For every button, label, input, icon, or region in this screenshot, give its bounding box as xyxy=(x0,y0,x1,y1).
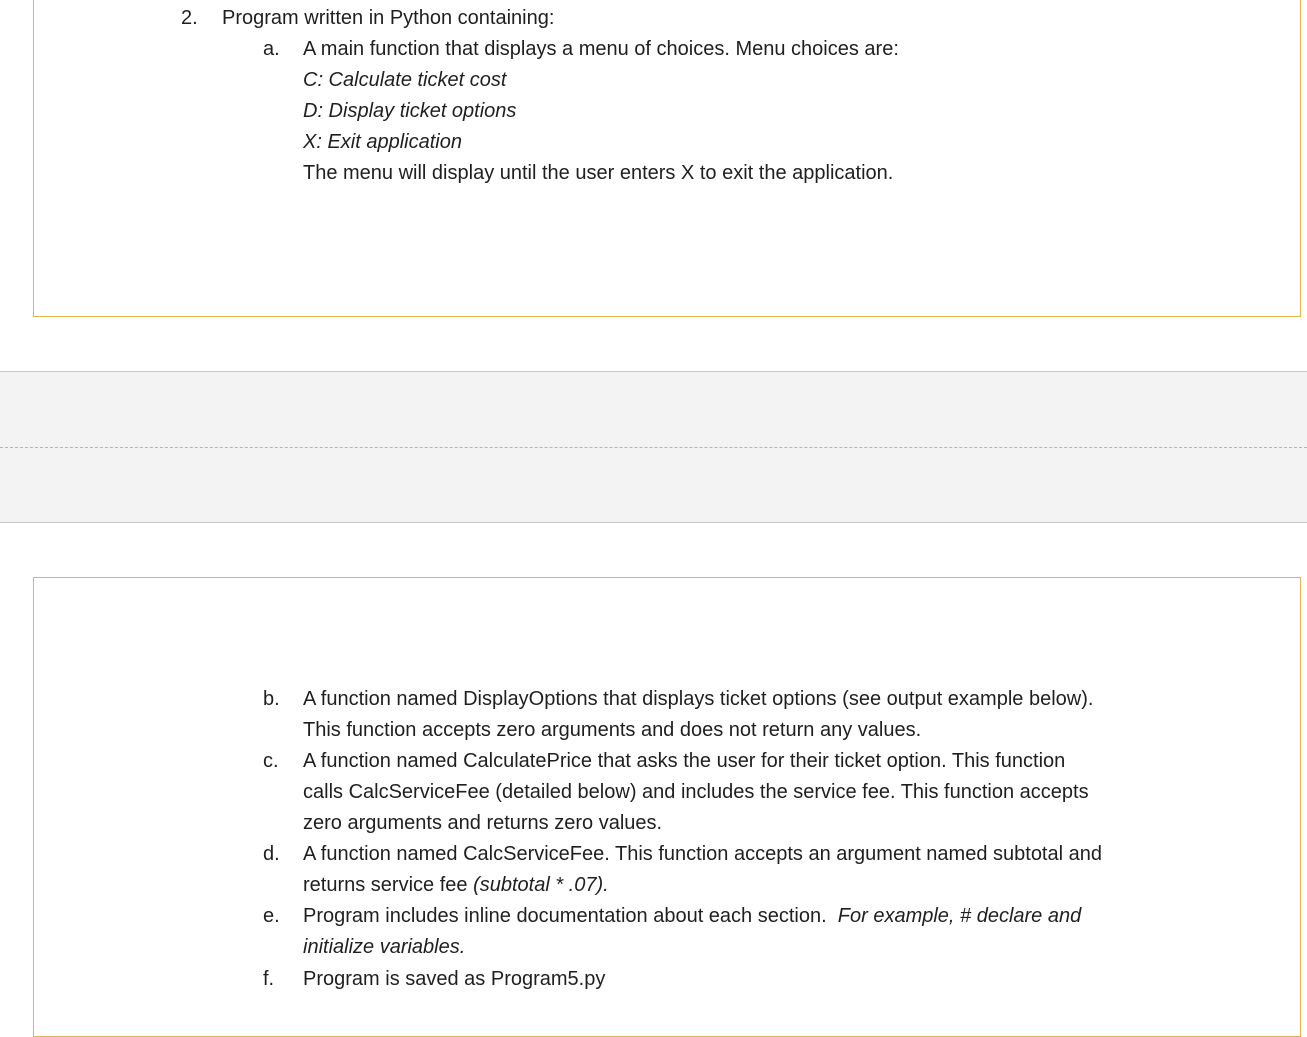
item-f-text: Program is saved as Program5.py xyxy=(303,968,606,990)
item-a-marker: a. xyxy=(263,38,280,60)
section-number: 2. xyxy=(181,7,198,29)
item-c-line-3: zero arguments and returns zero values. xyxy=(303,812,663,834)
item-b-line-2: This function accepts zero arguments and does not return any values. xyxy=(303,719,922,741)
item-e-line-1 xyxy=(303,901,1081,932)
menu-note: The menu will display until the user enters X to exit the application. xyxy=(303,162,894,184)
item-d-formula: (subtotal * .07). xyxy=(473,874,609,896)
item-e-example: For example, # declare and xyxy=(837,905,1082,927)
menu-choice-exit: X: Exit application xyxy=(303,131,462,153)
item-c-marker: c. xyxy=(263,750,279,772)
item-d-line-2 xyxy=(303,870,609,901)
item-e-marker: e. xyxy=(263,905,280,927)
item-e-line-1-plain: Program includes inline documentation about each section. xyxy=(303,905,838,927)
item-b-marker: b. xyxy=(263,688,280,710)
item-d-line-2-plain: returns service fee xyxy=(303,874,474,896)
menu-choice-calculate: C: Calculate ticket cost xyxy=(303,69,507,91)
item-d-marker: d. xyxy=(263,843,280,865)
item-c-line-2: calls CalcServiceFee (detailed below) and includes the service fee. This function accepts xyxy=(303,781,1089,803)
item-d-line-1: A function named CalcServiceFee. This function accepts an argument named subtotal and xyxy=(303,843,1102,865)
item-b-line-1: A function named DisplayOptions that displays ticket options (see output example below). xyxy=(303,688,1094,710)
item-e-line-2: initialize variables. xyxy=(303,936,466,958)
menu-choice-display: D: Display ticket options xyxy=(303,100,517,122)
item-f-marker: f. xyxy=(263,968,275,990)
section-heading: Program written in Python containing: xyxy=(222,7,555,29)
page-break-band xyxy=(0,371,1307,523)
item-a-text: A main function that displays a menu of choices. Menu choices are: xyxy=(303,38,899,60)
item-c-line-1: A function named CalculatePrice that asks the user for their ticket option. This function xyxy=(303,750,1066,772)
page-break-divider xyxy=(0,447,1307,448)
